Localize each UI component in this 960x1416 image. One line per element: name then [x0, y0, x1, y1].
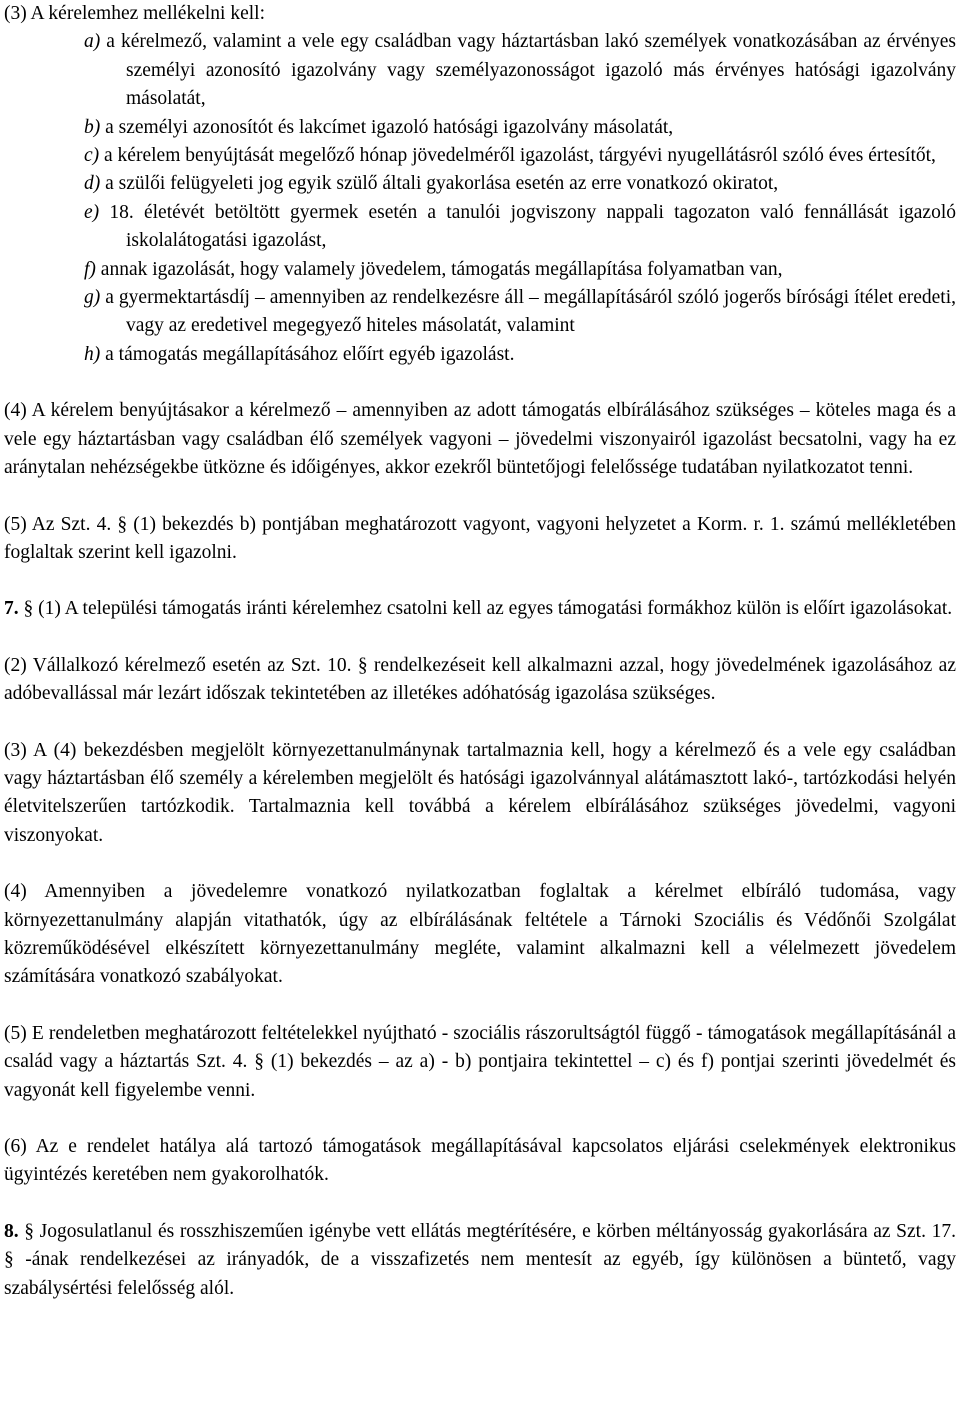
spacer	[4, 1190, 956, 1218]
list-item-text: a kérelmező, valamint a vele egy családban vagy háztartásban lakó személyek vonatkozásában az érvényes személyi azonosító igazolvány vagy személyazonosságot igazoló más érvényes hatósági igazolvány másolatát,	[100, 31, 956, 110]
list-item-label: f)	[84, 258, 96, 280]
list-item-label: d)	[84, 173, 101, 195]
paragraph-4: (4) A kérelem benyújtásakor a kérelmező – amennyiben az adott támogatás elbírálásához szükséges – köteles maga és a vele egy háztartásban vagy családban élő személyek vagyoni – jövedelmi viszonyairól igazolást becsatolni, vagy ha ez aránytalan nehézségekbe ütközne és időigényes, akkor ezekről büntetőjogi felelőssége tudatában nyilatkozatot tenni.	[4, 400, 956, 479]
section-7-paragraph-5: (5) E rendeletben meghatározott feltételekkel nyújtható - szociális rászorultságtól függő - támogatások megállapításánál a család vagy a háztartás Szt. 4. § (1) bekezdés – az a) - b) pontjaira tekintettel – c) és f) pontjai szerinti jövedelmét és vagyonát kell figyelembe venni.	[4, 1022, 956, 1101]
list-item-text: a támogatás megállapításához előírt egyéb igazolást.	[100, 343, 515, 365]
section-7-paragraph-1	[4, 595, 956, 623]
spacer	[4, 1105, 956, 1133]
spacer	[4, 709, 956, 737]
list-item-label: e)	[84, 201, 100, 223]
section-7-paragraph-3: (3) A (4) bekezdésben megjelölt környezettanulmánynak tartalmaznia kell, hogy a kérelmező és a vele egy családban vagy háztartásban élő személy a kérelemben megjelölt és hatósági igazolvánnyal alátámasztott lakó-, tartózkodási helyén életvitelszerűen tartózkodik. Tartalmaznia kell továbbá a kérelem elbírálásához szükséges jövedelmi, vagyoni viszonyokat.	[4, 739, 956, 846]
spacer	[4, 567, 956, 595]
spacer	[4, 992, 956, 1020]
list-item-label: b)	[84, 116, 101, 138]
document-page	[4, 0, 956, 1303]
paragraph-5: (5) Az Szt. 4. § (1) bekezdés b) pontjában meghatározott vagyont, vagyoni helyzetet a Korm. r. 1. számú mellékletében foglaltak szerint kell igazolni.	[4, 513, 956, 563]
spacer	[4, 624, 956, 652]
list-item	[84, 114, 956, 142]
list-item	[84, 142, 956, 170]
list-item-label: g)	[84, 287, 101, 309]
list-item	[84, 170, 956, 198]
spacer	[4, 369, 956, 397]
section-8-text: § Jogosulatlanul és rosszhiszeműen igénybe vett ellátás megtérítésére, e körben méltányosság gyakorlására az Szt. 17. § -ának rendelkezései az irányadók, de a visszafizetés nem mentesít az egyéb, így különösen a büntető, vagy szabálysértési felelősség alól.	[4, 1220, 956, 1299]
list-item-text: a kérelem benyújtását megelőző hónap jövedelméről igazolást, tárgyévi nyugellátásról szóló éves értesítőt,	[99, 145, 936, 167]
section-8-paragraph	[4, 1218, 956, 1303]
section-8-number: 8.	[4, 1220, 19, 1242]
spacer	[4, 850, 956, 878]
list-item	[84, 284, 956, 341]
list-item-label: a)	[84, 31, 101, 53]
section-3-intro: (3) A kérelemhez mellékelni kell:	[4, 3, 265, 24]
spacer	[4, 483, 956, 511]
list-item	[84, 28, 956, 113]
list-item-text: annak igazolását, hogy valamely jövedelem, támogatás megállapítása folyamatban van,	[95, 258, 783, 280]
list-item-text: a személyi azonosítót és lakcímet igazoló hatósági igazolvány másolatát,	[100, 116, 674, 138]
list-item-text: 18. életévét betöltött gyermek esetén a tanulói jogviszony nappali tagozaton való fennállását igazoló iskolalátogatási igazolást,	[99, 201, 956, 252]
section-7-paragraph-2: (2) Vállalkozó kérelmező esetén az Szt. 10. § rendelkezéseit kell alkalmazni azzal, hogy jövedelmének igazolásához az adóbevallással már lezárt időszak tekintetében az illetékes adóhatóság igazolása szükséges.	[4, 654, 956, 705]
list-item	[84, 341, 956, 369]
list-item-text: a gyermektartásdíj – amennyiben az rendelkezésre áll – megállapításáról szóló jogerős bírósági ítélet eredeti, vagy az eredetivel megegyező hiteles másolatát, valamint	[100, 287, 956, 337]
list-item-text: a szülői felügyeleti jog egyik szülő általi gyakorlása esetén az erre vonatkozó okiratot,	[100, 173, 779, 195]
section-7-number: 7.	[4, 598, 19, 620]
section-7-text: § (1) A települési támogatás iránti kérelemhez csatolni kell az egyes támogatási formákhoz külön is előírt igazolásokat.	[18, 598, 953, 620]
list-item	[84, 199, 956, 256]
section-7-paragraph-4: (4) Amennyiben a jövedelemre vonatkozó nyilatkozatban foglaltak a kérelmet elbíráló tudomása, vagy környezettanulmány alapján vitathatók, úgy az elbírálásának feltétele a Tárnoki Szociális és Védőnői Szolgálat közreműködésével elkészített környezettanulmány megléte, valamint alkalmazni kell a vélelmezett jövedelem számítására vonatkozó szabályokat.	[4, 881, 956, 988]
list-item-label: h)	[84, 343, 101, 365]
section-7-paragraph-6: (6) Az e rendelet hatálya alá tartozó támogatások megállapításával kapcsolatos eljárási cselekmények elektronikus ügyintézés keretében nem gyakorolhatók.	[4, 1136, 956, 1186]
list-item-label: c)	[84, 145, 100, 167]
attachment-list	[84, 28, 956, 369]
list-item	[84, 256, 956, 284]
